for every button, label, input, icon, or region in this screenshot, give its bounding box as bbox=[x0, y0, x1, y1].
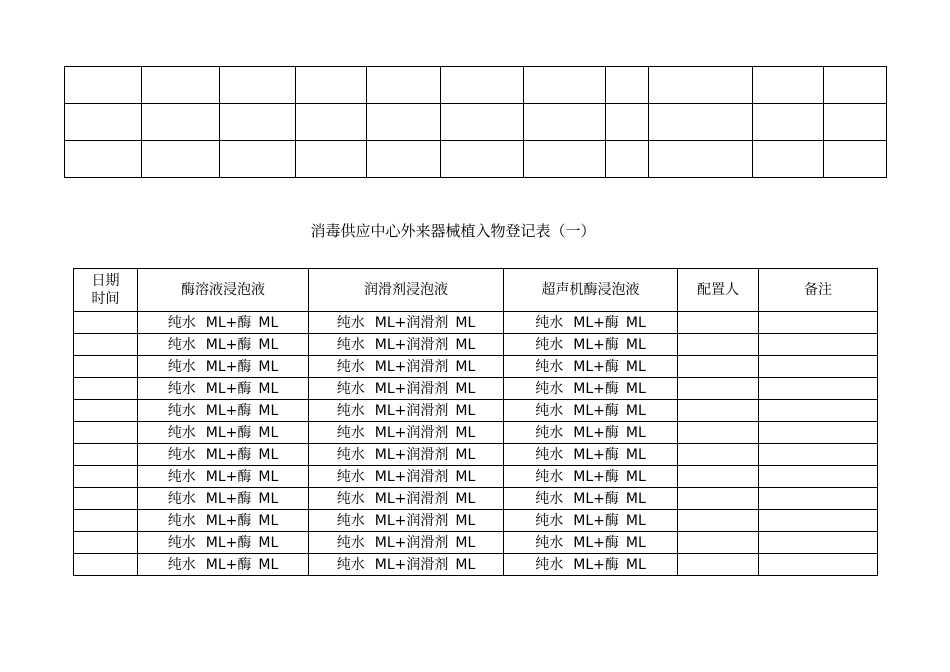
enzyme-soak-header: 酶溶液浸泡液 bbox=[138, 269, 309, 312]
top-table-cell bbox=[649, 141, 753, 178]
lubricant-soak-header: 润滑剂浸泡液 bbox=[309, 269, 504, 312]
registration-table bbox=[73, 268, 878, 576]
ml-plus-label: ML+ bbox=[573, 380, 605, 397]
ml-unit-label: ML bbox=[625, 380, 646, 397]
pure-water-label: 纯水 bbox=[167, 446, 196, 463]
agent-label: 酶 bbox=[604, 424, 619, 441]
agent-label: 酶 bbox=[604, 336, 619, 353]
top-table-cell bbox=[523, 141, 605, 178]
table-row bbox=[74, 400, 878, 422]
ml-unit-label: ML bbox=[455, 446, 476, 463]
lubricant-soak-cell bbox=[309, 356, 504, 378]
date-header-line: 日期 bbox=[91, 273, 120, 289]
ml-unit-label: ML bbox=[258, 468, 279, 485]
pure-water-label: 纯水 bbox=[336, 336, 365, 353]
agent-label: 酶 bbox=[237, 468, 252, 485]
pure-water-label: 纯水 bbox=[535, 314, 564, 331]
ml-unit-label: ML bbox=[625, 534, 646, 551]
top-table-cell bbox=[753, 104, 823, 141]
agent-label: 酶 bbox=[604, 446, 619, 463]
pure-water-label: 纯水 bbox=[336, 468, 365, 485]
ml-plus-label: ML+ bbox=[374, 490, 407, 507]
pure-water-label: 纯水 bbox=[336, 534, 365, 551]
ml-plus-label: ML+ bbox=[573, 556, 605, 573]
time-header-line: 时间 bbox=[91, 291, 120, 307]
agent-label: 酶 bbox=[604, 314, 619, 331]
date-cell bbox=[74, 532, 138, 554]
date-cell bbox=[74, 312, 138, 334]
pure-water-label: 纯水 bbox=[535, 468, 564, 485]
agent-label: 酶 bbox=[237, 380, 252, 397]
top-table-cell bbox=[295, 67, 366, 104]
remarks-cell bbox=[759, 312, 878, 334]
preparer-cell bbox=[678, 422, 759, 444]
date-cell bbox=[74, 488, 138, 510]
ml-unit-label: ML bbox=[455, 534, 476, 551]
ml-unit-label: ML bbox=[625, 424, 646, 441]
top-table-row bbox=[65, 141, 887, 178]
date-cell bbox=[74, 334, 138, 356]
table-row bbox=[74, 554, 878, 576]
ultrasonic-soak-cell bbox=[504, 488, 678, 510]
lubricant-soak-cell bbox=[309, 554, 504, 576]
ml-unit-label: ML bbox=[258, 490, 279, 507]
ml-plus-label: ML+ bbox=[573, 402, 605, 419]
top-table-cell bbox=[367, 141, 441, 178]
agent-label: 润滑剂 bbox=[406, 314, 449, 331]
agent-label: 润滑剂 bbox=[406, 556, 449, 573]
remarks-header: 备注 bbox=[759, 269, 878, 312]
enzyme-soak-cell bbox=[138, 554, 309, 576]
table-row bbox=[74, 378, 878, 400]
ml-plus-label: ML+ bbox=[573, 446, 605, 463]
ml-unit-label: ML bbox=[258, 358, 279, 375]
pure-water-label: 纯水 bbox=[336, 380, 365, 397]
preparer-cell bbox=[678, 510, 759, 532]
top-table-cell bbox=[523, 67, 605, 104]
pure-water-label: 纯水 bbox=[167, 336, 196, 353]
ml-plus-label: ML+ bbox=[573, 512, 605, 529]
pure-water-label: 纯水 bbox=[535, 380, 564, 397]
agent-label: 酶 bbox=[237, 424, 252, 441]
preparer-cell bbox=[678, 378, 759, 400]
agent-label: 酶 bbox=[237, 556, 252, 573]
ultrasonic-soak-cell bbox=[504, 510, 678, 532]
agent-label: 润滑剂 bbox=[406, 358, 449, 375]
pure-water-label: 纯水 bbox=[336, 512, 365, 529]
enzyme-soak-cell bbox=[138, 334, 309, 356]
ml-unit-label: ML bbox=[455, 402, 476, 419]
ml-unit-label: ML bbox=[455, 314, 476, 331]
ml-plus-label: ML+ bbox=[374, 468, 407, 485]
date-cell bbox=[74, 378, 138, 400]
preparer-cell bbox=[678, 334, 759, 356]
ml-plus-label: ML+ bbox=[205, 314, 238, 331]
top-table-cell bbox=[649, 104, 753, 141]
preparer-cell bbox=[678, 532, 759, 554]
ml-plus-label: ML+ bbox=[573, 314, 605, 331]
top-table-cell bbox=[649, 67, 753, 104]
date-cell bbox=[74, 422, 138, 444]
ultrasonic-soak-header: 超声机酶浸泡液 bbox=[504, 269, 678, 312]
pure-water-label: 纯水 bbox=[167, 314, 196, 331]
top-table-cell bbox=[753, 141, 823, 178]
ultrasonic-soak-cell bbox=[504, 554, 678, 576]
agent-label: 酶 bbox=[237, 402, 252, 419]
ml-unit-label: ML bbox=[625, 446, 646, 463]
agent-label: 酶 bbox=[604, 468, 619, 485]
pure-water-label: 纯水 bbox=[535, 336, 564, 353]
ml-unit-label: ML bbox=[258, 314, 279, 331]
ultrasonic-soak-cell bbox=[504, 400, 678, 422]
remarks-cell bbox=[759, 488, 878, 510]
top-table-cell bbox=[753, 67, 823, 104]
top-table-cell bbox=[605, 104, 648, 141]
preparer-header: 配置人 bbox=[678, 269, 759, 312]
pure-water-label: 纯水 bbox=[167, 556, 196, 573]
agent-label: 润滑剂 bbox=[406, 468, 449, 485]
top-table-cell bbox=[441, 104, 523, 141]
ml-plus-label: ML+ bbox=[374, 556, 407, 573]
ml-unit-label: ML bbox=[625, 468, 646, 485]
top-table-cell bbox=[219, 67, 295, 104]
table-row bbox=[74, 444, 878, 466]
lubricant-soak-cell bbox=[309, 444, 504, 466]
pure-water-label: 纯水 bbox=[167, 468, 196, 485]
ml-plus-label: ML+ bbox=[205, 424, 238, 441]
agent-label: 酶 bbox=[604, 380, 619, 397]
top-table-cell bbox=[295, 141, 366, 178]
top-table-cell bbox=[65, 104, 142, 141]
agent-label: 酶 bbox=[237, 314, 252, 331]
top-table-row bbox=[65, 104, 887, 141]
ml-unit-label: ML bbox=[455, 358, 476, 375]
ml-unit-label: ML bbox=[455, 380, 476, 397]
ml-plus-label: ML+ bbox=[573, 534, 605, 551]
ml-plus-label: ML+ bbox=[374, 534, 407, 551]
preparer-cell bbox=[678, 554, 759, 576]
top-table-cell bbox=[65, 141, 142, 178]
top-table-cell bbox=[219, 104, 295, 141]
agent-label: 润滑剂 bbox=[406, 534, 449, 551]
header-row bbox=[74, 269, 878, 312]
remarks-cell bbox=[759, 466, 878, 488]
top-table-cell bbox=[142, 67, 219, 104]
ultrasonic-soak-cell bbox=[504, 312, 678, 334]
enzyme-soak-cell bbox=[138, 466, 309, 488]
top-table-cell bbox=[441, 141, 523, 178]
ultrasonic-soak-cell bbox=[504, 422, 678, 444]
ml-unit-label: ML bbox=[258, 446, 279, 463]
pure-water-label: 纯水 bbox=[336, 490, 365, 507]
agent-label: 酶 bbox=[237, 358, 252, 375]
ml-unit-label: ML bbox=[625, 314, 646, 331]
pure-water-label: 纯水 bbox=[336, 424, 365, 441]
agent-label: 酶 bbox=[604, 358, 619, 375]
agent-label: 润滑剂 bbox=[406, 380, 449, 397]
lubricant-soak-cell bbox=[309, 532, 504, 554]
date-cell bbox=[74, 444, 138, 466]
lubricant-soak-cell bbox=[309, 510, 504, 532]
date-cell bbox=[74, 356, 138, 378]
ultrasonic-soak-cell bbox=[504, 356, 678, 378]
ml-plus-label: ML+ bbox=[205, 402, 238, 419]
ml-unit-label: ML bbox=[455, 336, 476, 353]
pure-water-label: 纯水 bbox=[336, 446, 365, 463]
top-table-cell bbox=[823, 141, 886, 178]
top-table-cell bbox=[367, 67, 441, 104]
agent-label: 酶 bbox=[237, 336, 252, 353]
date-time-header bbox=[74, 269, 138, 312]
table-row bbox=[74, 532, 878, 554]
ml-unit-label: ML bbox=[258, 380, 279, 397]
ml-unit-label: ML bbox=[258, 336, 279, 353]
agent-label: 润滑剂 bbox=[406, 446, 449, 463]
ml-plus-label: ML+ bbox=[205, 490, 238, 507]
pure-water-label: 纯水 bbox=[167, 534, 196, 551]
ml-plus-label: ML+ bbox=[573, 424, 605, 441]
table-row bbox=[74, 356, 878, 378]
ml-unit-label: ML bbox=[625, 556, 646, 573]
ml-unit-label: ML bbox=[258, 424, 279, 441]
ml-plus-label: ML+ bbox=[573, 336, 605, 353]
top-table-cell bbox=[219, 141, 295, 178]
pure-water-label: 纯水 bbox=[535, 358, 564, 375]
agent-label: 润滑剂 bbox=[406, 512, 449, 529]
ml-plus-label: ML+ bbox=[573, 490, 605, 507]
ml-plus-label: ML+ bbox=[205, 380, 238, 397]
ml-unit-label: ML bbox=[455, 424, 476, 441]
pure-water-label: 纯水 bbox=[535, 402, 564, 419]
lubricant-soak-cell bbox=[309, 312, 504, 334]
top-table-cell bbox=[605, 141, 648, 178]
preparer-cell bbox=[678, 400, 759, 422]
ml-unit-label: ML bbox=[455, 512, 476, 529]
pure-water-label: 纯水 bbox=[535, 556, 564, 573]
lubricant-soak-cell bbox=[309, 422, 504, 444]
agent-label: 酶 bbox=[604, 556, 619, 573]
top-table-cell bbox=[823, 67, 886, 104]
ml-plus-label: ML+ bbox=[374, 336, 407, 353]
top-table-cell bbox=[142, 104, 219, 141]
date-cell bbox=[74, 400, 138, 422]
ml-plus-label: ML+ bbox=[205, 358, 238, 375]
agent-label: 酶 bbox=[237, 446, 252, 463]
top-table-cell bbox=[142, 141, 219, 178]
top-blank-table bbox=[64, 66, 887, 178]
pure-water-label: 纯水 bbox=[535, 512, 564, 529]
preparer-cell bbox=[678, 356, 759, 378]
ml-unit-label: ML bbox=[258, 534, 279, 551]
agent-label: 酶 bbox=[237, 512, 252, 529]
table-row bbox=[74, 466, 878, 488]
ml-plus-label: ML+ bbox=[374, 512, 407, 529]
agent-label: 润滑剂 bbox=[406, 336, 449, 353]
pure-water-label: 纯水 bbox=[167, 512, 196, 529]
ml-unit-label: ML bbox=[625, 336, 646, 353]
top-table-row bbox=[65, 67, 887, 104]
ml-unit-label: ML bbox=[455, 556, 476, 573]
top-table-cell bbox=[823, 104, 886, 141]
lubricant-soak-cell bbox=[309, 400, 504, 422]
lubricant-soak-cell bbox=[309, 466, 504, 488]
ml-plus-label: ML+ bbox=[205, 468, 238, 485]
ml-plus-label: ML+ bbox=[374, 402, 407, 419]
enzyme-soak-cell bbox=[138, 532, 309, 554]
enzyme-soak-cell bbox=[138, 400, 309, 422]
ml-plus-label: ML+ bbox=[205, 556, 238, 573]
enzyme-soak-cell bbox=[138, 312, 309, 334]
ml-plus-label: ML+ bbox=[374, 446, 407, 463]
lubricant-soak-cell bbox=[309, 378, 504, 400]
ml-unit-label: ML bbox=[625, 490, 646, 507]
remarks-cell bbox=[759, 510, 878, 532]
preparer-cell bbox=[678, 312, 759, 334]
agent-label: 酶 bbox=[604, 512, 619, 529]
pure-water-label: 纯水 bbox=[167, 402, 196, 419]
pure-water-label: 纯水 bbox=[336, 314, 365, 331]
remarks-cell bbox=[759, 334, 878, 356]
enzyme-soak-cell bbox=[138, 356, 309, 378]
ultrasonic-soak-cell bbox=[504, 378, 678, 400]
preparer-cell bbox=[678, 444, 759, 466]
remarks-cell bbox=[759, 532, 878, 554]
ml-plus-label: ML+ bbox=[374, 380, 407, 397]
date-cell bbox=[74, 510, 138, 532]
remarks-cell bbox=[759, 400, 878, 422]
pure-water-label: 纯水 bbox=[167, 358, 196, 375]
agent-label: 酶 bbox=[604, 490, 619, 507]
enzyme-soak-cell bbox=[138, 510, 309, 532]
pure-water-label: 纯水 bbox=[336, 358, 365, 375]
ml-unit-label: ML bbox=[625, 358, 646, 375]
remarks-cell bbox=[759, 356, 878, 378]
ultrasonic-soak-cell bbox=[504, 532, 678, 554]
remarks-cell bbox=[759, 422, 878, 444]
pure-water-label: 纯水 bbox=[535, 446, 564, 463]
agent-label: 酶 bbox=[604, 402, 619, 419]
ml-unit-label: ML bbox=[455, 490, 476, 507]
enzyme-soak-cell bbox=[138, 488, 309, 510]
enzyme-soak-cell bbox=[138, 422, 309, 444]
ml-unit-label: ML bbox=[455, 468, 476, 485]
ml-unit-label: ML bbox=[625, 512, 646, 529]
remarks-cell bbox=[759, 378, 878, 400]
pure-water-label: 纯水 bbox=[535, 424, 564, 441]
ultrasonic-soak-cell bbox=[504, 334, 678, 356]
pure-water-label: 纯水 bbox=[167, 380, 196, 397]
lubricant-soak-cell bbox=[309, 488, 504, 510]
ultrasonic-soak-cell bbox=[504, 444, 678, 466]
agent-label: 润滑剂 bbox=[406, 424, 449, 441]
agent-label: 润滑剂 bbox=[406, 490, 449, 507]
lubricant-soak-cell bbox=[309, 334, 504, 356]
pure-water-label: 纯水 bbox=[336, 402, 365, 419]
table-row bbox=[74, 422, 878, 444]
top-table-cell bbox=[605, 67, 648, 104]
remarks-cell bbox=[759, 444, 878, 466]
ml-plus-label: ML+ bbox=[205, 534, 238, 551]
top-table-cell bbox=[295, 104, 366, 141]
pure-water-label: 纯水 bbox=[167, 490, 196, 507]
ml-unit-label: ML bbox=[258, 556, 279, 573]
top-table-cell bbox=[523, 104, 605, 141]
ultrasonic-soak-cell bbox=[504, 466, 678, 488]
pure-water-label: 纯水 bbox=[167, 424, 196, 441]
top-table-cell bbox=[65, 67, 142, 104]
ml-plus-label: ML+ bbox=[573, 468, 605, 485]
table-row bbox=[74, 334, 878, 356]
page-title: 消毒供应中心外来器械植入物登记表（一） bbox=[310, 222, 596, 240]
ml-unit-label: ML bbox=[258, 402, 279, 419]
enzyme-soak-cell bbox=[138, 444, 309, 466]
ml-plus-label: ML+ bbox=[374, 358, 407, 375]
ml-plus-label: ML+ bbox=[205, 446, 238, 463]
ml-plus-label: ML+ bbox=[205, 512, 238, 529]
date-cell bbox=[74, 466, 138, 488]
ml-plus-label: ML+ bbox=[374, 314, 407, 331]
agent-label: 酶 bbox=[604, 534, 619, 551]
date-cell bbox=[74, 554, 138, 576]
agent-label: 酶 bbox=[237, 534, 252, 551]
top-table-cell bbox=[367, 104, 441, 141]
table-row bbox=[74, 510, 878, 532]
agent-label: 酶 bbox=[237, 490, 252, 507]
pure-water-label: 纯水 bbox=[535, 490, 564, 507]
table-row bbox=[74, 488, 878, 510]
preparer-cell bbox=[678, 488, 759, 510]
preparer-cell bbox=[678, 466, 759, 488]
remarks-cell bbox=[759, 554, 878, 576]
ml-plus-label: ML+ bbox=[205, 336, 238, 353]
agent-label: 润滑剂 bbox=[406, 402, 449, 419]
ml-plus-label: ML+ bbox=[573, 358, 605, 375]
ml-plus-label: ML+ bbox=[374, 424, 407, 441]
top-table-cell bbox=[441, 67, 523, 104]
pure-water-label: 纯水 bbox=[535, 534, 564, 551]
ml-unit-label: ML bbox=[625, 402, 646, 419]
pure-water-label: 纯水 bbox=[336, 556, 365, 573]
table-row bbox=[74, 312, 878, 334]
enzyme-soak-cell bbox=[138, 378, 309, 400]
ml-unit-label: ML bbox=[258, 512, 279, 529]
